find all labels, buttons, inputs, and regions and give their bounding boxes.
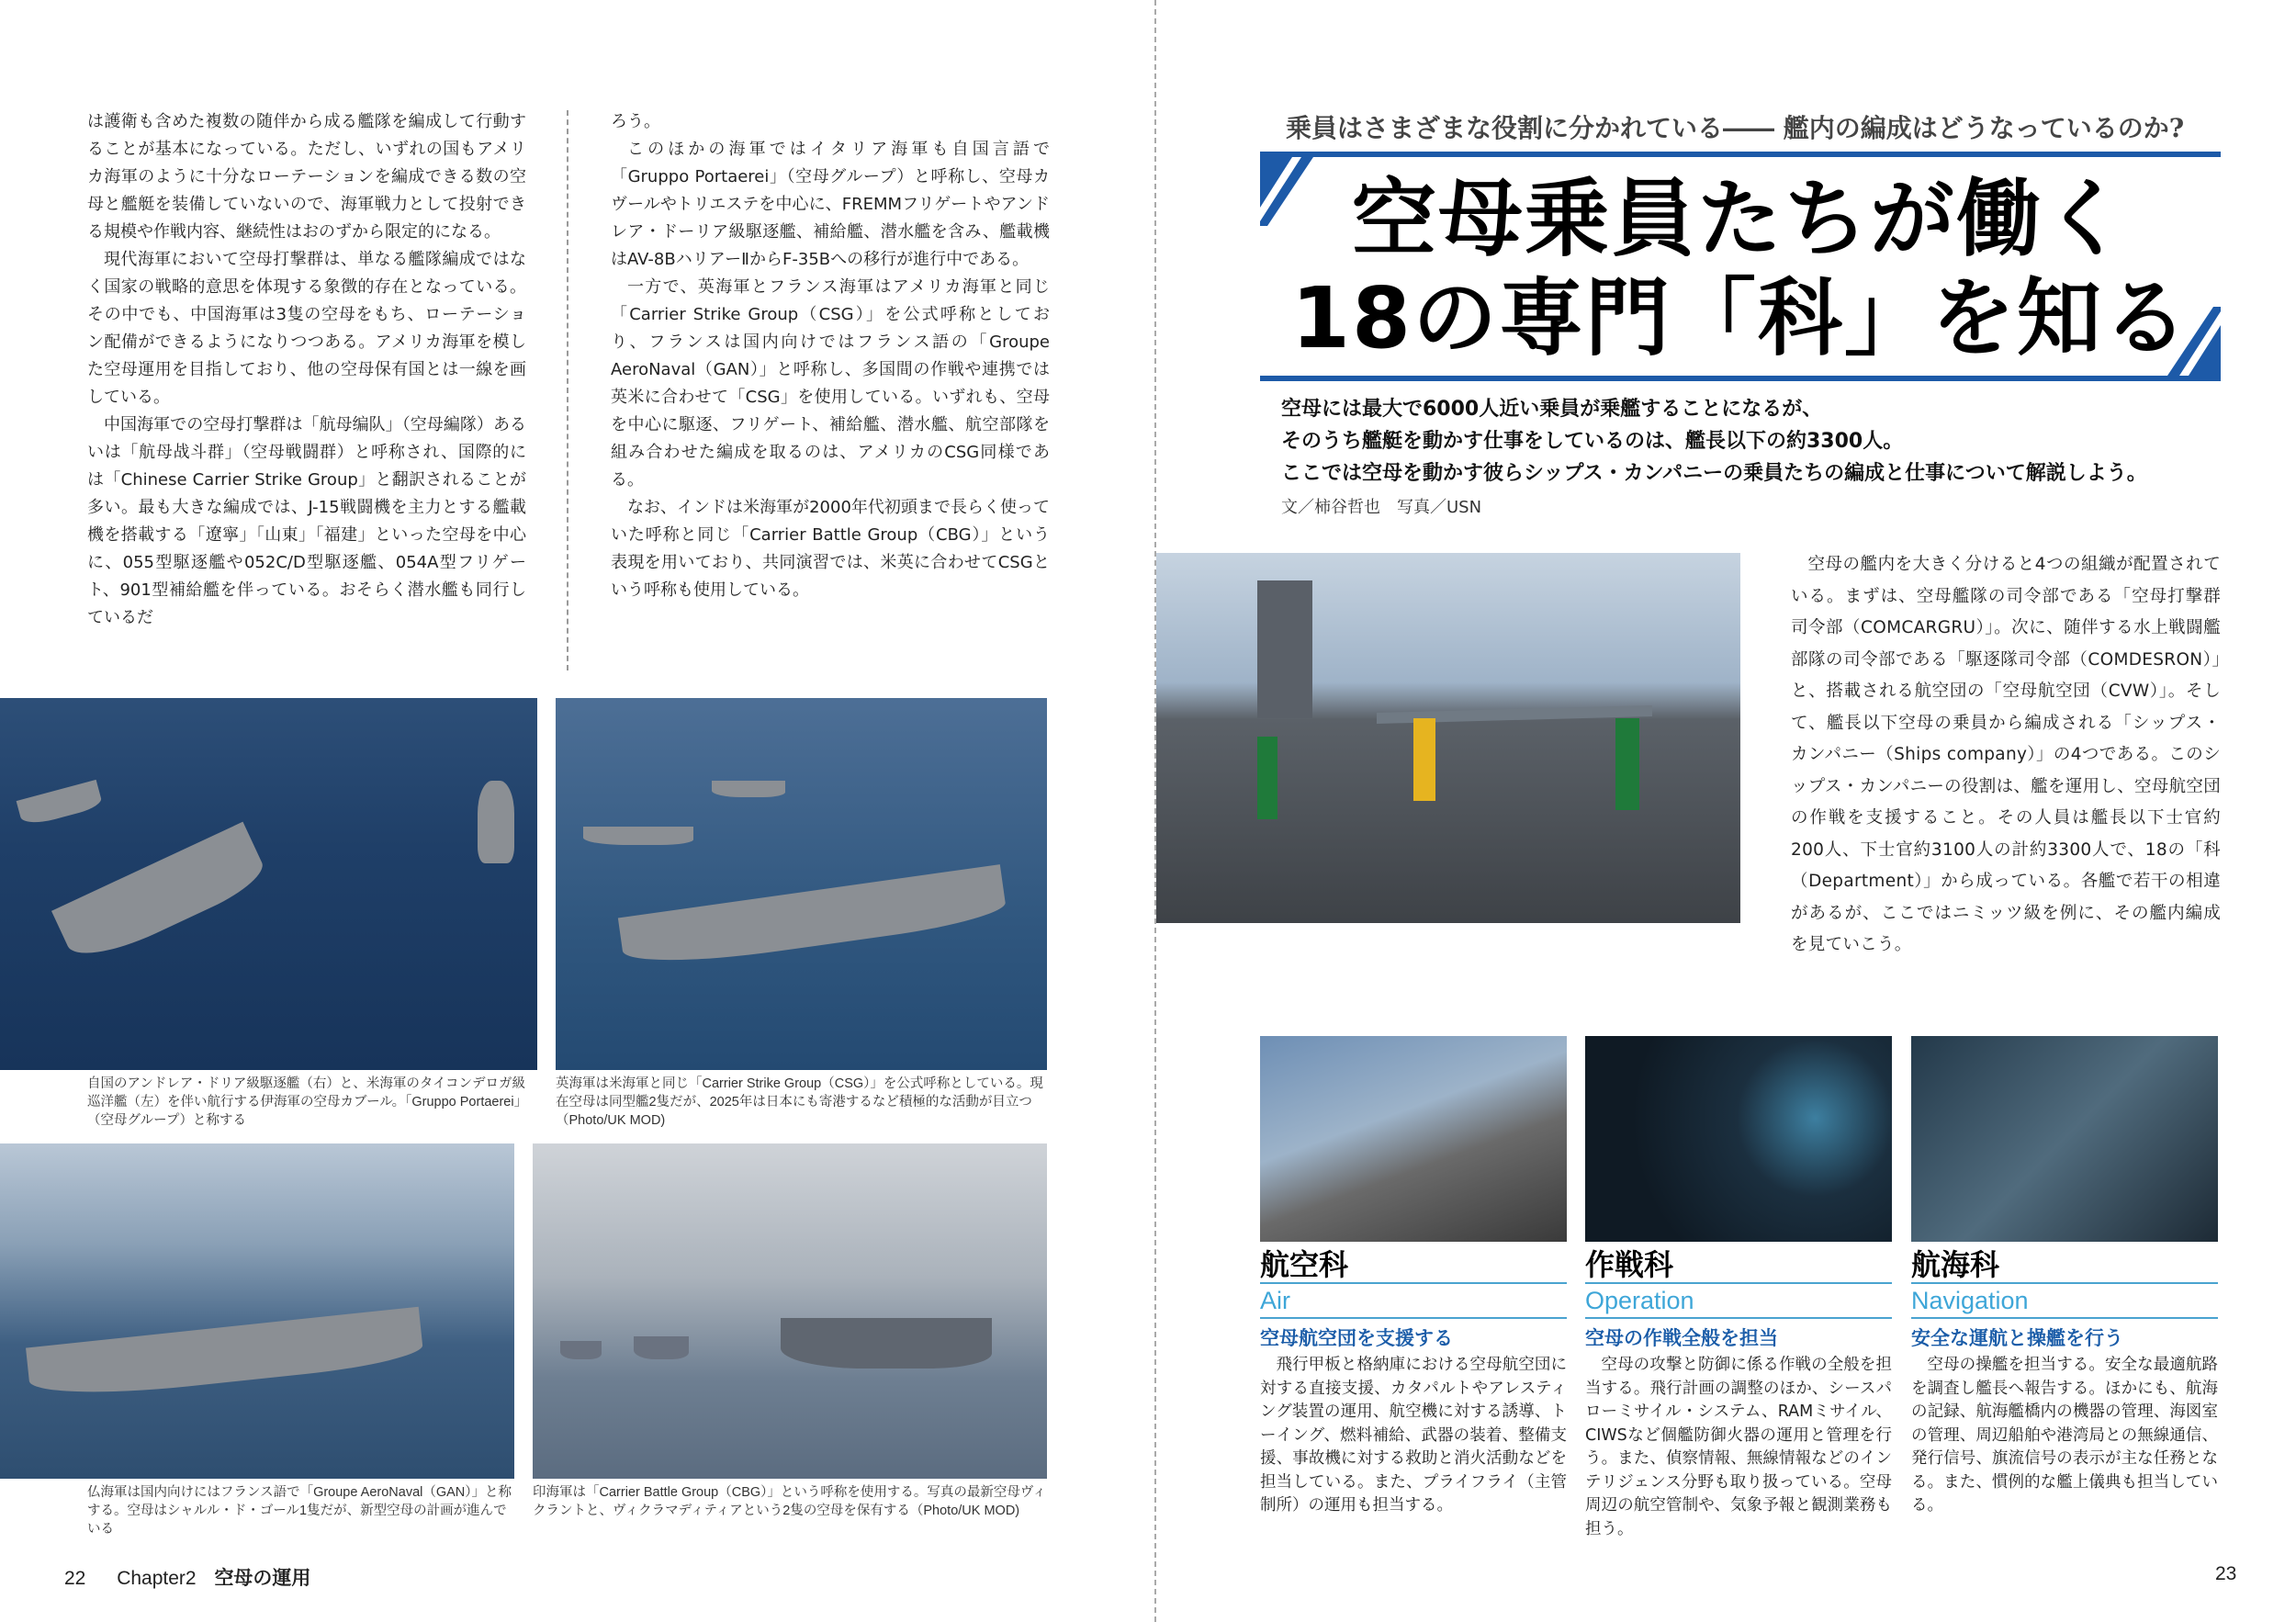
photo-indian-carrier-group (533, 1143, 1047, 1479)
department-headline: 安全な運航と操艦を行う (1911, 1327, 2123, 1349)
photo-air-department (1260, 1036, 1567, 1242)
left-footer (64, 1563, 310, 1591)
intro-text (1791, 549, 2221, 962)
column-divider (567, 110, 568, 670)
title-line-1: 空母乗員たちが働く (1351, 170, 2129, 268)
photo-caption: 仏海軍は国内向けにはフランス語で「Groupe AeroNaval（GAN）」と称する。空母はシャルル・ド・ゴール1隻だが、新型空母の計画が進んでいる (87, 1485, 512, 1537)
photo-navigation-department (1911, 1036, 2218, 1242)
photo-caption: 印海軍は「Carrier Battle Group（CBG）」という呼称を使用する。写真の最新空母ヴィクラントと、ヴィクラマディティアという2隻の空母を保有する（Photo/UK MOD) (533, 1485, 1047, 1518)
photo-caption: 英海軍は米海軍と同じ「Carrier Strike Group（CSG）」を公式呼称としている。現在空母は同型艦2隻だが、2025年は日本にも寄港するなど積極的な活動が目立つ（Photo/UK MOD) (556, 1076, 1043, 1128)
department-english: Air (1260, 1284, 1567, 1319)
department-headline: 空母の作戦全般を担当 (1585, 1327, 1778, 1349)
department-english: Operation (1585, 1284, 1892, 1319)
photo-caption: 自国のアンドレア・ドリア級駆逐艦（右）と、米海軍のタイコンデロガ級巡洋艦（左）を伴い航行する伊海軍の空母カブール。「Gruppo Portaerei」（空母グループ）と称する (87, 1076, 528, 1128)
left-column-2 (611, 108, 1050, 604)
paragraph: ろう。 (611, 112, 660, 131)
kicker: 乗員はさまざまな役割に分かれている―― 艦内の編成はどうなっているのか? (1286, 113, 2185, 143)
paragraph: 空母の艦内を大きく分けると4つの組織が配置されている。まずは、空母艦隊の司令部である「空母打撃群司令部（COMCARGRU）」。次に、随伴する水上戦闘艦部隊の司令部である「駆逐隊司令部（COMDESRON）」と、搭載される航空団の「空母航空団（CVW）」。そして、艦長以下空母の乗員から編成される「シップス・カンパニー（Ships company）」の4つである。このシップス・カンパニーの役割は、艦を運用し、空母航空団の作戦を支援すること。その人員は艦長以下士官約200人、下士官約3100人の計約3300人で、18の「科（Department）」から成っている。各艦で若干の相違があるが、ここではニミッツ級を例に、その艦内編成を見ていこう。 (1791, 555, 2221, 954)
department-name: 作戦科 (1585, 1247, 1892, 1284)
page-number: 23 (2215, 1563, 2237, 1584)
department-headline: 空母航空団を支援する (1260, 1327, 1453, 1349)
department-card-operation (1585, 1036, 1892, 1541)
paragraph: 現代海軍において空母打撃群は、単なる艦隊編成ではなく国家の戦略的意思を体現する象徴的存在となっている。その中でも、中国海軍は3隻の空母をもち、ローテーション配備ができるようになりつつある。アメリカ海軍を模した空母運用を目指しており、他の空母保有国とは一線を画している。 (87, 250, 526, 407)
department-name: 航海科 (1911, 1247, 2218, 1284)
left-column-1 (87, 108, 526, 632)
photo-french-carrier (0, 1143, 514, 1479)
photo-uk-carrier-group (556, 698, 1047, 1070)
department-card-air (1260, 1036, 1567, 1518)
department-body: 空母の攻撃と防御に係る作戦の全般を担当する。飛行計画の調整のほか、シースパローミサイル・システム、RAMミサイル、CIWSなど個艦防御火器の運用と管理を行う。また、偵察情報、無線情報などのインテリジェンス分野も取り扱っている。空母周辺の航空管制や、気象予報と観測業務も担う。 (1585, 1356, 1892, 1538)
photo-flight-deck (1156, 553, 1740, 923)
paragraph: なお、インドは米海軍が2000年代初頭まで長らく使っていた呼称と同じ「Carrier Battle Group（CBG）」という表現を用いており、共同演習では、米英に合わせてCSGという呼称も使用している。 (611, 498, 1050, 600)
photo-operation-department (1585, 1036, 1892, 1242)
department-card-navigation (1911, 1036, 2218, 1518)
title-box (1260, 152, 2221, 381)
department-body: 飛行甲板と格納庫における空母航空団に対する直接支援、カタパルトやアレスティング装置の運用、航空機に対する誘導、トーイング、燃料補給、武器の装着、整備支援、事故機に対する救助と消火活動などを担当している。また、プライフライ（主管制所）の運用も担当する。 (1260, 1356, 1567, 1515)
lead-line: そのうち艦艇を動かす仕事をしているのは、艦長以下の約3300人。 (1281, 430, 1904, 453)
page-number: 22 (64, 1568, 86, 1589)
paragraph: このほかの海軍ではイタリア海軍も自国言語で「Gruppo Portaerei」（空母グループ）と呼称し、空母カヴールやトリエステを中心に、FREMMフリゲートやアンドレア・ドーリア級駆逐艦、補給艦、潜水艦を含み、艦載機はAV-8BハリアーⅡからF-35Bへの移行が進行中である。 (611, 140, 1050, 269)
photo-italian-carrier-group (0, 698, 537, 1070)
lead-text (1281, 393, 2147, 490)
department-name: 航空科 (1260, 1247, 1567, 1284)
byline: 文／柿谷哲也 写真／USN (1281, 498, 1482, 517)
department-body: 空母の操艦を担当する。安全な最適航路を調査し艦長へ報告する。ほかにも、航海の記録、航海艦橋内の機器の管理、海図室の管理、周辺船舶や港湾局との無線通信、発行信号、旗流信号の表示が主な任務となる。また、慣例的な艦上儀典も担当している。 (1911, 1356, 2218, 1515)
lead-line: 空母には最大で6000人近い乗員が乗艦することになるが、 (1281, 398, 1823, 421)
paragraph: は護衛も含めた複数の随伴から成る艦隊を編成して行動することが基本になっている。ただし、いずれの国もアメリカ海軍のように十分なローテーションを編成できる数の空母と艦艇を装備していないので、海軍戦力として投射できる規模や作戦内容、継続性はおのずから限定的になる。 (87, 112, 526, 242)
paragraph: 中国海軍での空母打撃群は「航母编队」（空母編隊）あるいは「航母战斗群」（空母戦闘群）と呼称され、国際的には「Chinese Carrier Strike Group」と翻訳されることが多い。最も大きな編成では、J-15戦闘機を主力とする艦載機を搭載する「遼寧」「山東」「福建」といった空母を中心に、055型駆逐艦や052C/D型駆逐艦、054A型フリゲート、901型補給艦を伴っている。おそらく潜水艦も同行しているだ (87, 415, 526, 627)
department-english: Navigation (1911, 1284, 2218, 1319)
chapter-title: 空母の運用 (214, 1568, 311, 1589)
title-line-2: 18の専門「科」を知る (1290, 269, 2190, 367)
chapter-label: Chapter2 (117, 1568, 197, 1589)
lead-line: ここでは空母を動かす彼らシップス・カンパニーの乗員たちの編成と仕事について解説しよう。 (1281, 462, 2147, 485)
paragraph: 一方で、英海軍とフランス海軍はアメリカ海軍と同じ「Carrier Strike Group（CSG）」を公式呼称としており、フランスは国内向けではフランス語の「Groupe AeroNaval（GAN）」と呼称し、多国間の作戦や連携では英米に合わせて「CSG」を使用している。いずれも、空母を中心に駆逐、フリゲート、補給艦、潜水艦、航空部隊を組み合わせた編成を取るのは、アメリカのCSG同様である。 (611, 277, 1050, 490)
